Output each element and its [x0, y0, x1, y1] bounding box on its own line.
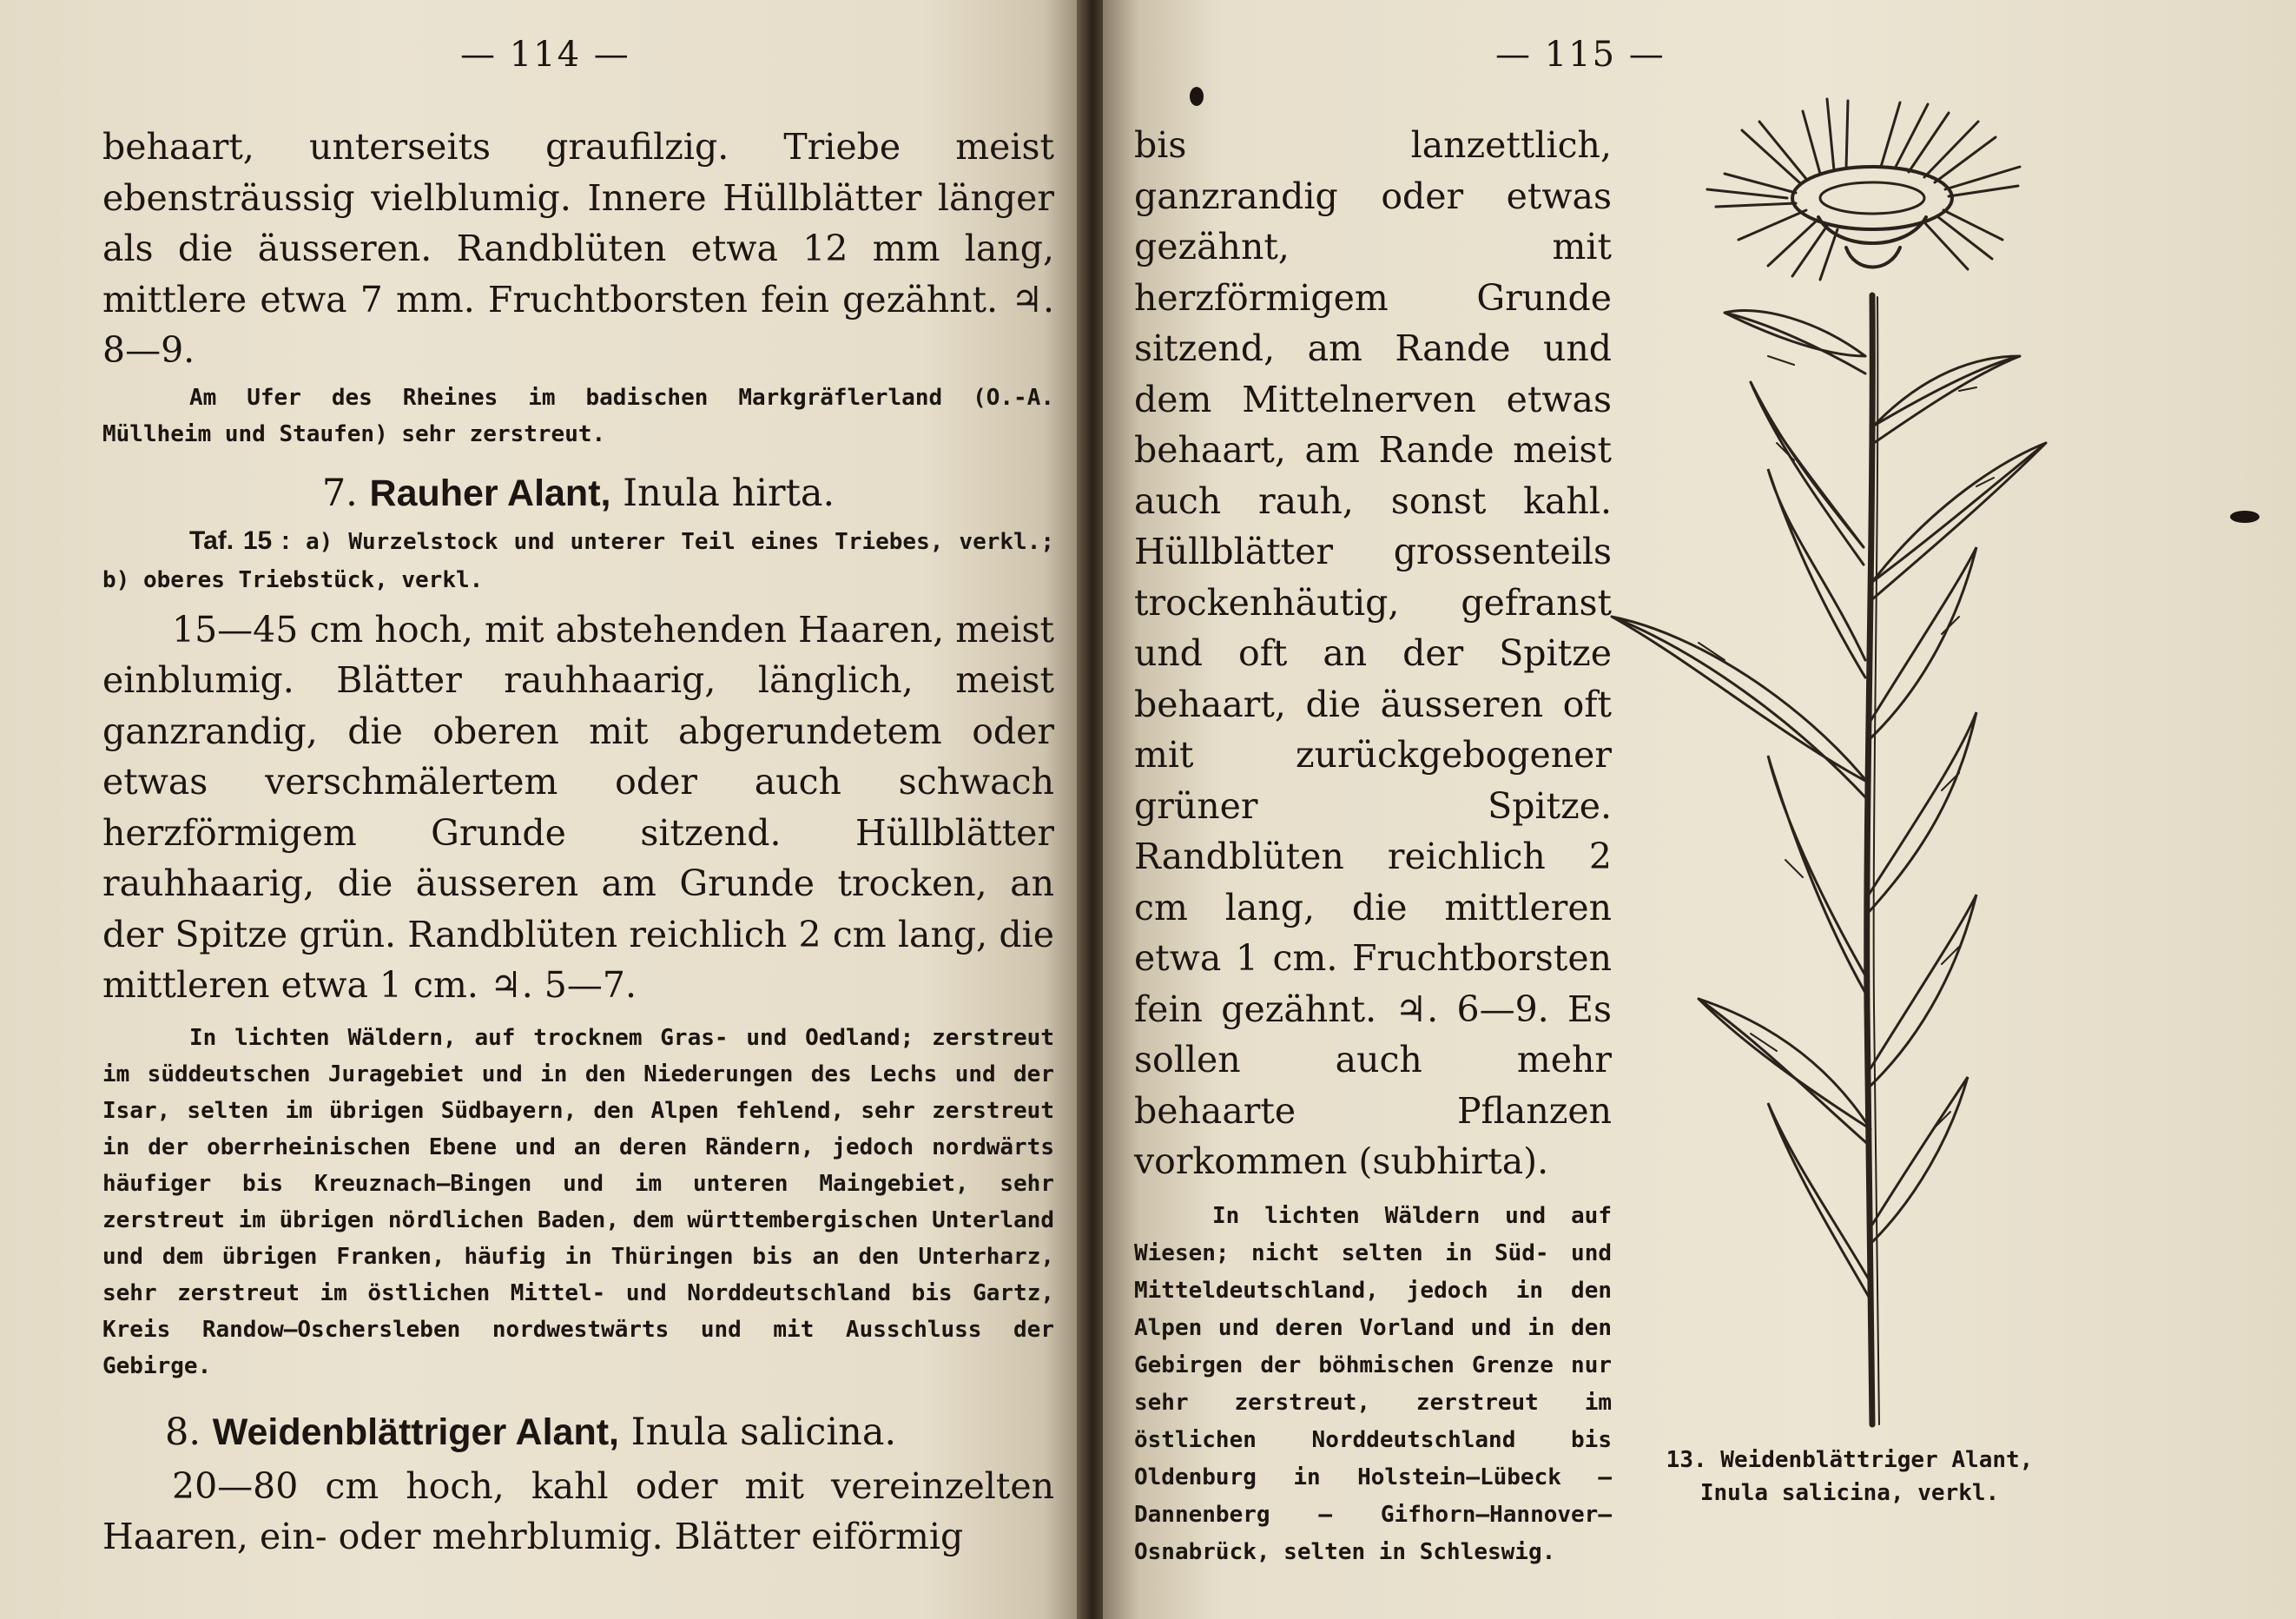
left-page	[0, 0, 1087, 1619]
species-8-common-name: Weidenblättriger Alant,	[212, 1411, 619, 1453]
page-number-left: — 114 —	[460, 35, 630, 75]
species-8-latin-name: Inula salicina.	[630, 1410, 897, 1454]
species-8-heading	[102, 1411, 1054, 1454]
figure-caption	[1650, 1444, 2049, 1510]
paragraph-continuation: behaart, unterseits graufilzig. Triebe meist ebensträussig vielblumig. Innere Hüllblätter länger als die äusseren. Randblüten etwa 12 mm lang, mittlere etwa 7 mm. Fruchtborsten fein gezähnt. ♃. 8—9.	[102, 126, 1054, 371]
species-7-habitat: In lichten Wäldern, auf trocknem Gras- und Oedland; zerstreut im süddeutschen Juragebiet und in den Niederungen des Lechs und der Isar, selten im übrigen Südbayern, den Alpen fehlend, sehr zerstreut in der oberrheinischen Ebene und an deren Rändern, jedoch nordwärts häufiger bis Kreuznach—Bingen und im unteren Maingebiet, sehr zerstreut im übrigen nördlichen Baden, dem württembergischen Unterland und dem übrigen Franken, häufig in Thüringen bis an den Unterharz, sehr zerstreut im östlichen Mittel- und Norddeutschland bis Gartz, Kreis Randow—Oschersleben nordwestwärts und mit Ausschluss der Gebirge.	[102, 1024, 1054, 1379]
habitat-species-6: Am Ufer des Rheines im badischen Markgräflerland (O.-A. Müllheim und Staufen) sehr zerstreut.	[102, 384, 1054, 447]
ink-spot	[1190, 87, 1204, 106]
species-7-latin-name: Inula hirta.	[623, 471, 835, 515]
right-column	[1134, 120, 1612, 1571]
plate-reference	[102, 522, 1054, 599]
species-8-number: 8.	[165, 1410, 201, 1454]
ink-spot	[2230, 511, 2260, 523]
page-number-right: — 115 —	[1495, 35, 1666, 75]
figure-caption-line2: Inula salicina, verkl.	[1699, 1480, 2000, 1506]
plate-text: a) Wurzelstock und unterer Teil eines Triebes, verkl.; b) oberes Triebstück, verkl.	[102, 528, 1055, 593]
plate-label: Taf. 15 :	[189, 525, 290, 555]
species-7-common-name: Rauher Alant,	[369, 472, 611, 514]
species-7-description: 15—45 cm hoch, mit abstehenden Haaren, meist einblumig. Blätter rauhhaarig, länglich, meist ganzrandig, die oberen mit abgerundetem oder etwas verschmälertem oder auch schwach herzförmigem Grunde sitzend. Hüllblätter rauhhaarig, die äusseren am Grunde trocken, an der Spitze grün. Randblüten reichlich 2 cm lang, die mittleren etwa 1 cm. ♃. 5—7.	[102, 608, 1054, 1006]
figure-caption-line1: 13. Weidenblättriger Alant,	[1666, 1447, 2034, 1473]
species-8-description-continued: bis lanzettlich, ganzrandig oder etwas gezähnt, mit herzförmigem Grunde sitzend, am Rande und dem Mittelnerven etwas behaart, am Rande meist auch rauh, sonst kahl. Hüllblätter grossenteils trockenhäutig, gefranst und oft an der Spitze behaart, die äusseren oft mit zurückgebogener grüner Spitze. Randblüten reichlich 2 cm lang, die mittleren etwa 1 cm. Fruchtborsten fein gezähnt. ♃. 6—9. Es sollen auch mehr behaarte Pflanzen vorkommen (subhirta).	[1134, 124, 1612, 1182]
species-8-habitat: In lichten Wäldern und auf Wiesen; nicht selten in Süd- und Mitteldeutschland, jedoch in den Alpen und deren Vorland und in den Gebirgen der böhmischen Grenze nur sehr zerstreut, zerstreut im östlichen Norddeutschland bis Oldenburg in Holstein—Lübeck — Dannenberg — Gifhorn—Hannover—Osnabrück, selten in Schleswig.	[1134, 1202, 1612, 1565]
inula-salicina-illustration	[1594, 96, 2081, 1450]
species-7-number: 7.	[321, 471, 358, 515]
species-7-heading	[102, 472, 1054, 515]
species-8-description-start: 20—80 cm hoch, kahl oder mit vereinzelten Haaren, ein- oder mehrblumig. Blätter eiförmig	[102, 1464, 1054, 1557]
left-column	[102, 122, 1054, 1563]
